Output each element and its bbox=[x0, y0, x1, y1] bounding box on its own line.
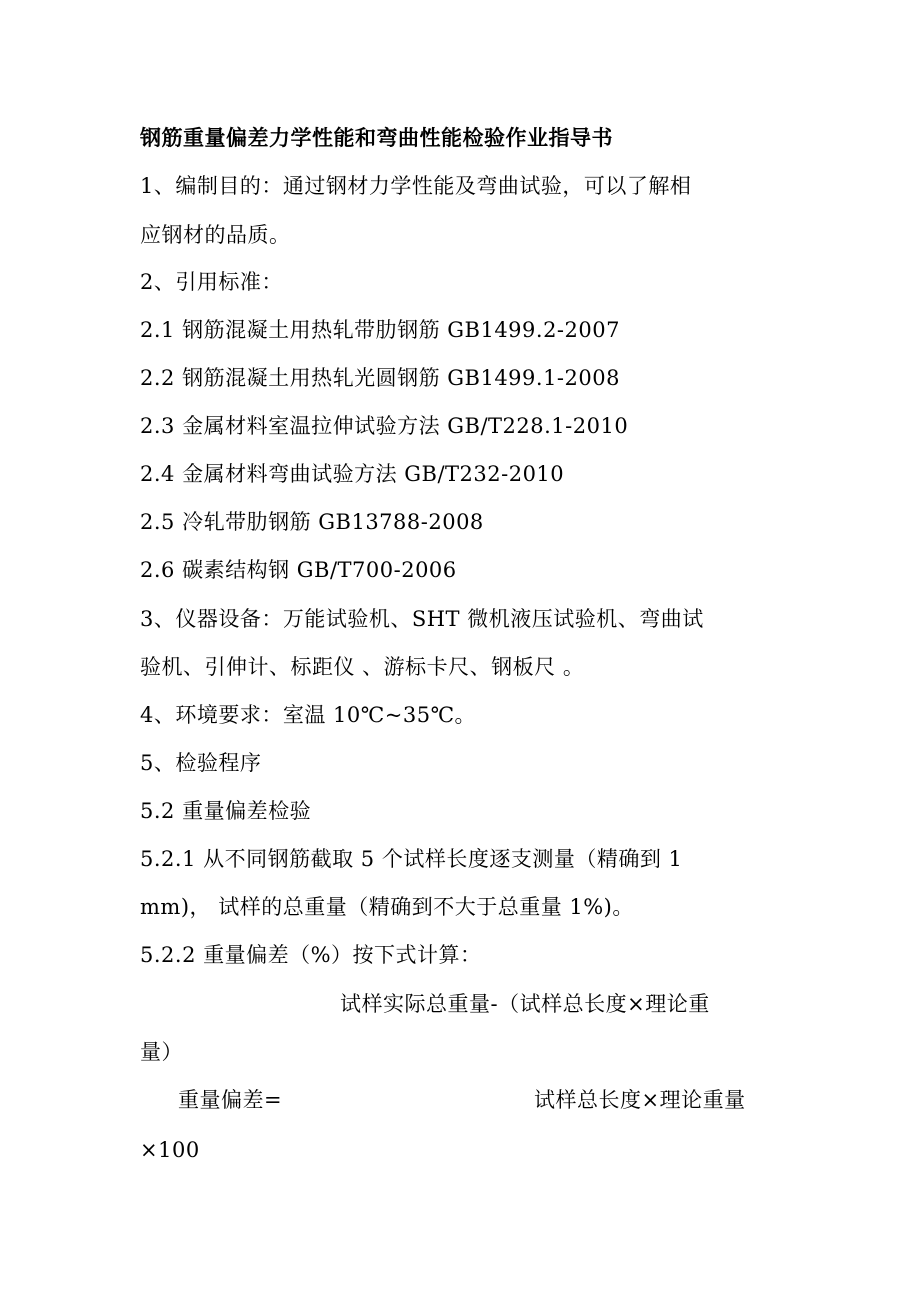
formula-label: 重量偏差= bbox=[178, 1088, 283, 1112]
paragraph-line: 5.2.1 从不同钢筋截取 5 个试样长度逐支测量（精确到 1 bbox=[140, 847, 683, 871]
paragraph-line: 2.4 金属材料弯曲试验方法 GB/T232-2010 bbox=[140, 462, 565, 486]
paragraph-line: 1、编制目的：通过钢材力学性能及弯曲试验，可以了解相 bbox=[140, 174, 692, 198]
paragraph-line: 2、引用标准： bbox=[140, 270, 283, 294]
paragraph-line: 验机、引伸计、标距仪 、游标卡尺、钢板尺 。 bbox=[140, 655, 585, 679]
formula-numerator-continued: 量） bbox=[140, 1040, 183, 1064]
paragraph-line: 2.2 钢筋混凝土用热轧光圆钢筋 GB1499.1-2008 bbox=[140, 366, 620, 390]
paragraph-line: 应钢材的品质。 bbox=[140, 223, 291, 247]
paragraph-line: 2.3 金属材料室温拉伸试验方法 GB/T228.1-2010 bbox=[140, 414, 629, 438]
paragraph-line: 2.5 冷轧带肋钢筋 GB13788-2008 bbox=[140, 510, 484, 534]
paragraph-line: 5、检验程序 bbox=[140, 751, 262, 775]
formula-denominator: 试样总长度×理论重量 bbox=[534, 1088, 746, 1112]
formula-multiplier: ×100 bbox=[140, 1138, 200, 1162]
paragraph-line: 2.6 碳素结构钢 GB/T700-2006 bbox=[140, 558, 457, 582]
paragraph-line: 5.2 重量偏差检验 bbox=[140, 799, 312, 823]
paragraph-line: 2.1 钢筋混凝土用热轧带肋钢筋 GB1499.2-2007 bbox=[140, 318, 620, 342]
document-title: 钢筋重量偏差力学性能和弯曲性能检验作业指导书 bbox=[140, 125, 613, 150]
paragraph-line: 5.2.2 重量偏差（%）按下式计算： bbox=[140, 943, 482, 967]
paragraph-line: mm)， 试样的总重量（精确到不大于总重量 1%)。 bbox=[140, 895, 634, 919]
formula-numerator: 试样实际总重量-（试样总长度×理论重 bbox=[340, 992, 710, 1016]
paragraph-line: 3、仪器设备：万能试验机、SHT 微机液压试验机、弯曲试 bbox=[140, 607, 704, 631]
paragraph-line: 4、环境要求：室温 10℃~35℃。 bbox=[140, 703, 477, 727]
